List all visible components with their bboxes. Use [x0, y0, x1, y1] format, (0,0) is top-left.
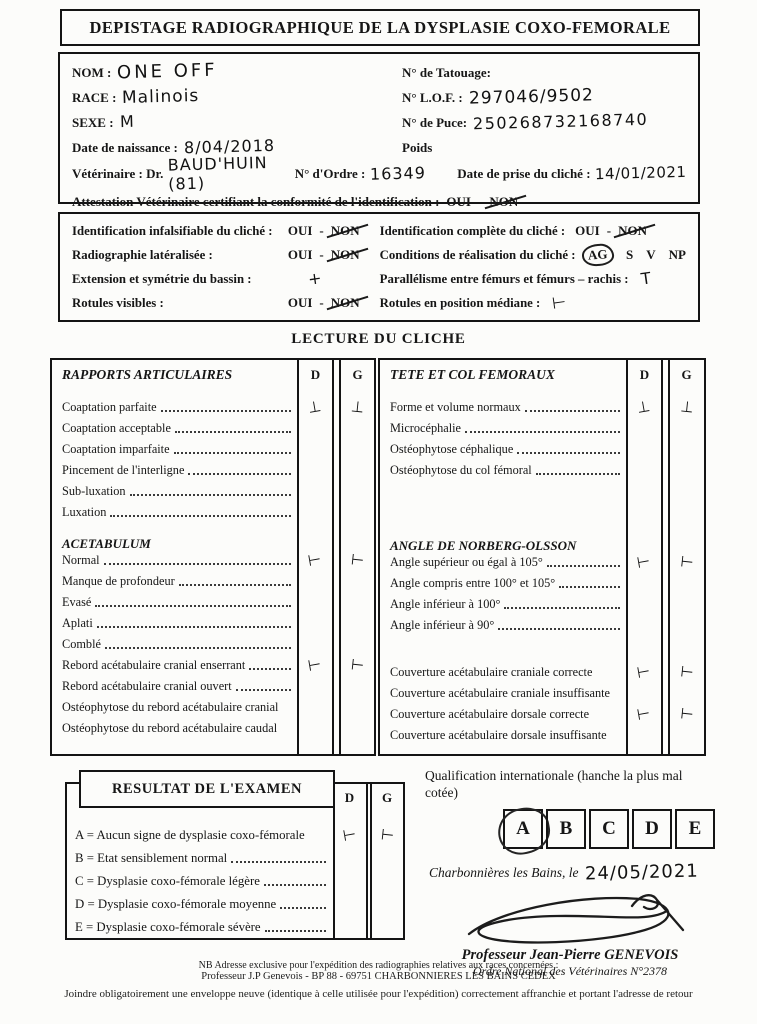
lecture-row: [67, 851, 403, 874]
table-header: [380, 360, 704, 400]
dot-leader: [130, 492, 291, 496]
dash: -: [606, 223, 612, 238]
qualification-box: C: [589, 809, 629, 849]
non-label: NON: [489, 194, 519, 209]
field-label: N° de Tatouage:: [402, 64, 491, 80]
row-content: [380, 618, 623, 633]
row-content: [380, 463, 623, 478]
check-label: Extension et symétrie du bassin :: [72, 271, 252, 286]
handwritten-mark: ⊢: [551, 291, 568, 313]
table-title: RAPPORTS ARTICULAIRES: [62, 367, 233, 382]
identity-grid: [72, 60, 686, 160]
table-section: [52, 536, 374, 742]
footer-line-2: Professeur J.P Genevois - BP 88 - 69751 CHARBONNIERES LES BAINS CEDEX: [201, 971, 556, 982]
lecture-tables: [50, 358, 706, 756]
mark-g: ⊥: [350, 397, 365, 417]
table-section: [380, 538, 704, 639]
oui-label: OUI: [287, 295, 313, 310]
condition-options: [582, 244, 686, 266]
row-label: Angle inférieur à 100°: [390, 597, 501, 611]
dash: -: [477, 194, 483, 209]
ordre-handwritten-value: 16349: [370, 162, 427, 184]
identity-row: [402, 110, 686, 135]
column-g-label: G: [381, 790, 393, 805]
lecture-row: [52, 700, 374, 721]
lecture-row: [52, 484, 374, 505]
row-content: [52, 700, 294, 715]
row-content: [380, 686, 623, 701]
identity-row: [72, 85, 402, 110]
row-label: Ostéophytose du rebord acétabulaire cranial: [62, 700, 279, 714]
row-label: Angle inférieur à 90°: [390, 618, 495, 632]
dot-leader: [104, 561, 291, 565]
row-content: [380, 707, 623, 722]
row-label: Rebord acétabulaire cranial ouvert: [62, 679, 232, 693]
row-label: Coaptation acceptable: [62, 421, 171, 435]
row-label: Rebord acétabulaire cranial enserrant: [62, 658, 246, 672]
signature-area: [447, 886, 715, 953]
mark-d: ⊢: [306, 550, 323, 571]
row-content: [67, 874, 329, 889]
condition-option: S: [626, 247, 634, 262]
table-section: [380, 662, 704, 749]
row-content: [52, 442, 294, 457]
table-section: [52, 397, 374, 526]
row-label: E = Dysplasie coxo-fémorale sévère: [75, 920, 261, 934]
mark-g: ⊢: [679, 704, 695, 724]
non-label: NON: [330, 223, 360, 238]
footer-notes: [0, 960, 757, 1000]
column-g-label: G: [352, 367, 363, 382]
row-label: Comblé: [62, 637, 101, 651]
column-d-label: D: [639, 367, 650, 382]
check-row: [72, 267, 374, 291]
qualification-box: D: [632, 809, 672, 849]
qualification-label: Qualification internationale (hanche la plus mal cotée): [425, 768, 683, 800]
mark-d: ⊢: [341, 825, 358, 846]
dot-leader: [504, 605, 620, 609]
dot-leader: [236, 687, 291, 691]
mark-d: ⊥: [635, 397, 652, 418]
lecture-row: [52, 595, 374, 616]
row-label: A = Aucun signe de dysplasie coxo-fémorale: [75, 828, 305, 842]
check-label: Rotules en position médiane :: [379, 295, 541, 310]
checks-block: [58, 212, 700, 322]
row-content: [380, 442, 623, 457]
dot-leader: [517, 450, 620, 454]
row-content: [380, 665, 623, 680]
oui-non-group: [288, 223, 360, 239]
check-label: Identification infalsifiable du cliché :: [72, 223, 273, 238]
attestation-row: [72, 190, 686, 214]
signatory-name: Professeur Jean-Pierre GENEVOIS: [461, 946, 679, 963]
lecture-row: [380, 463, 704, 484]
lecture-row: [52, 679, 374, 700]
row-content: [380, 555, 623, 570]
mark-g: ⊢: [380, 825, 395, 845]
mark-d: ⊢: [635, 662, 652, 683]
lecture-row: [380, 704, 704, 728]
lecture-row: [380, 552, 704, 576]
attestation-label: Attestation Vétérinaire certifiant la conformité de l'identification :: [72, 194, 440, 209]
mark-g: ⊢: [350, 550, 365, 570]
non-label: NON: [330, 247, 360, 262]
non-label: NON: [330, 295, 360, 310]
checks-left-column: [72, 219, 374, 315]
mark-d: ⊢: [635, 704, 652, 725]
identity-row: [72, 60, 402, 85]
vet-label: Vétérinaire : Dr.: [72, 166, 164, 181]
check-label: Rotules visibles :: [72, 295, 164, 310]
lecture-row: [380, 618, 704, 639]
row-content: [52, 463, 294, 478]
row-label: Normal: [62, 553, 100, 567]
identity-row: [402, 85, 686, 110]
dot-leader: [161, 408, 291, 412]
check-label: Radiographie latéralisée :: [72, 247, 213, 262]
dot-leader: [175, 429, 291, 433]
qualification-box: B: [546, 809, 586, 849]
lecture-row: [52, 442, 374, 463]
row-content: [67, 897, 329, 912]
mark-d: ⊥: [306, 397, 323, 418]
lecture-row: [52, 721, 374, 742]
dash: -: [319, 223, 324, 238]
row-content: [52, 421, 294, 436]
non-label: NON: [618, 223, 647, 238]
row-label: Angle supérieur ou égal à 105°: [390, 555, 543, 569]
check-row: [380, 267, 686, 291]
handwritten-mark: +: [306, 267, 323, 289]
dot-leader: [231, 859, 326, 863]
row-content: [52, 637, 294, 652]
ordre-label: N° d'Ordre :: [294, 166, 366, 181]
handwritten-value: 297046/9502: [468, 84, 594, 109]
dot-leader: [559, 584, 620, 588]
handwritten-mark: T: [639, 267, 652, 289]
dot-leader: [465, 429, 620, 433]
mark-g: ⊥: [679, 397, 695, 417]
field-label: SEXE :: [72, 114, 114, 130]
dash: -: [319, 295, 324, 310]
dot-leader: [174, 450, 291, 454]
row-content: [380, 728, 623, 743]
row-label: Ostéophytose du rebord acétabulaire caudal: [62, 721, 278, 735]
signature-scribble: [447, 886, 687, 948]
row-label: Couverture acétabulaire dorsale correcte: [390, 707, 590, 721]
column-d-label: D: [344, 790, 355, 805]
table-title: TETE ET COL FEMORAUX: [390, 367, 555, 382]
row-label: Couverture acétabulaire craniale insuffisante: [390, 686, 610, 700]
cliche-date-group: [457, 162, 687, 184]
row-label: B = Etat sensiblement normal: [75, 851, 228, 865]
row-label: Couverture acétabulaire craniale correcte: [390, 665, 593, 679]
mark-g: ⊢: [350, 655, 365, 675]
dot-leader: [547, 563, 620, 567]
dot-leader: [536, 471, 620, 475]
qualification-section: [425, 768, 715, 979]
condition-option: V: [646, 247, 656, 262]
lecture-row: [380, 397, 704, 421]
checks-right-column: [374, 219, 686, 315]
dot-leader: [498, 626, 620, 630]
footer-line-1: NB Adresse exclusive pour l'expédition des radiographies relatives aux races concernées :: [198, 960, 559, 971]
handwritten-value: 8/04/2018: [183, 135, 276, 158]
row-content: [67, 828, 329, 843]
lecture-row: [67, 920, 403, 943]
lecture-row: [52, 655, 374, 679]
table-rows: [52, 397, 374, 742]
check-row: [380, 291, 686, 315]
dot-leader: [525, 408, 620, 412]
row-label: C = Dysplasie coxo-fémorale légère: [75, 874, 260, 888]
row-label: Pincement de l'interligne: [62, 463, 185, 477]
row-content: [380, 576, 623, 591]
dot-leader: [95, 603, 291, 607]
section-heading: ACETABULUM: [62, 536, 151, 551]
check-label: Identification complète du cliché :: [379, 223, 566, 238]
place-date-row: [429, 860, 715, 885]
lecture-row: [380, 442, 704, 463]
lecture-heading: LECTURE DU CLICHE: [291, 331, 466, 347]
mark-g: ⊢: [679, 552, 695, 572]
row-label: Ostéophytose céphalique: [390, 442, 514, 456]
row-label: D = Dysplasie coxo-fémorale moyenne: [75, 897, 277, 911]
handwritten-value: Malinois: [122, 85, 200, 108]
pen-circle-mark: [494, 804, 553, 858]
resultat-title: RESULTAT DE L'EXAMEN: [112, 780, 302, 797]
identity-row: [402, 60, 686, 85]
row-content: [52, 574, 294, 589]
lecture-row: [380, 576, 704, 597]
row-content: [52, 679, 294, 694]
row-content: [380, 421, 623, 436]
column-g-label: G: [681, 367, 692, 382]
qualification-box: E: [675, 809, 715, 849]
row-label: Manque de profondeur: [62, 574, 175, 588]
row-label: Luxation: [62, 505, 107, 519]
identity-row: [402, 135, 686, 160]
lecture-row: [52, 421, 374, 442]
resultat-title-box: [79, 770, 335, 808]
form-title-box: [60, 9, 700, 46]
lecture-row: [380, 597, 704, 618]
row-content: [52, 658, 294, 673]
table-rows: [67, 825, 403, 943]
oui-non-group: [288, 247, 360, 263]
handwritten-value: ONE OFF: [117, 59, 219, 84]
dot-leader: [179, 582, 291, 586]
signatory-ordre-number: Ordre National des Vétérinaires N°2378: [472, 963, 668, 978]
row-content: [52, 484, 294, 499]
field-label: N° de Puce:: [402, 114, 468, 130]
exam-date-handwritten-value: 24/05/2021: [584, 860, 699, 885]
row-content: [52, 721, 294, 736]
row-label: Sub-luxation: [62, 484, 126, 498]
table-rows: [380, 397, 704, 749]
dash: -: [319, 247, 324, 262]
place-label: Charbonnières les Bains, le: [429, 865, 579, 881]
page-title: DEPISTAGE RADIOGRAPHIQUE DE LA DYSPLASIE COXO-FEMORALE: [89, 17, 671, 37]
row-content: [52, 400, 294, 415]
field-label: Date de naissance :: [72, 139, 178, 155]
row-label: Ostéophytose du col fémoral: [390, 463, 532, 477]
dot-leader: [265, 928, 326, 932]
lecture-row: [52, 505, 374, 526]
check-row: [380, 219, 686, 243]
condition-option: NP: [668, 247, 686, 262]
lecture-row: [380, 421, 704, 442]
handwritten-value: M: [119, 111, 134, 132]
dot-leader: [280, 905, 326, 909]
vet-handwritten-value: BAUD'HUIN (81): [167, 152, 269, 194]
row-content: [67, 851, 329, 866]
check-label: Conditions de réalisation du cliché :: [379, 247, 576, 262]
veterinarian-row: [72, 152, 687, 194]
row-label: Evasé: [62, 595, 92, 609]
qualification-box: A: [503, 809, 543, 849]
row-label: Coaptation imparfaite: [62, 442, 170, 456]
check-row: [72, 291, 374, 315]
dot-leader: [97, 624, 291, 628]
row-content: [52, 553, 294, 568]
lecture-row: [67, 874, 403, 897]
row-content: [380, 597, 623, 612]
identity-left-column: [72, 60, 402, 160]
row-content: [52, 616, 294, 631]
oui-label: OUI: [287, 223, 313, 238]
field-label: Poids: [402, 139, 433, 155]
lecture-row: [380, 728, 704, 749]
mark-d: ⊢: [635, 552, 652, 573]
lecture-row: [67, 897, 403, 920]
lecture-row: [52, 550, 374, 574]
row-content: [67, 920, 329, 935]
lecture-row: [67, 825, 403, 851]
row-content: [52, 505, 294, 520]
resultat-table: [65, 782, 405, 940]
row-label: Microcéphalie: [390, 421, 462, 435]
row-label: Coaptation parfaite: [62, 400, 157, 414]
check-row: [72, 243, 374, 267]
field-label: N° L.O.F. :: [402, 89, 463, 105]
dot-leader: [110, 513, 291, 517]
row-label: Aplati: [62, 616, 93, 630]
oui-label: OUI: [287, 247, 313, 262]
column-d-label: D: [310, 367, 321, 382]
lecture-row: [52, 463, 374, 484]
row-content: [380, 400, 623, 415]
check-label: Parallélisme entre fémurs et fémurs – rachis :: [379, 271, 629, 286]
lecture-table-right: [378, 358, 706, 756]
lecture-row: [52, 574, 374, 595]
dot-leader: [264, 882, 326, 886]
qualification-boxes: [503, 809, 715, 849]
row-label: Angle compris entre 100° et 105°: [390, 576, 556, 590]
cliche-date-label: Date de prise du cliché :: [457, 166, 591, 181]
mark-g: ⊢: [679, 662, 695, 682]
lecture-row: [52, 397, 374, 421]
oui-non-group: [575, 223, 647, 239]
dot-leader: [188, 471, 291, 475]
handwritten-value: 250268732168740: [472, 109, 649, 134]
field-label: RACE :: [72, 89, 117, 105]
lecture-table-left: [50, 358, 376, 756]
oui-non-group: [288, 295, 360, 311]
condition-option: AG: [581, 243, 614, 267]
field-label: NOM :: [72, 64, 112, 80]
identity-block: [58, 52, 700, 209]
row-content: [52, 595, 294, 610]
footer-line-3: Joindre obligatoirement une enveloppe neuve (identique à celle utilisée pour l'expédition) correctement affranchie et portant l'adresse de retour: [64, 988, 693, 1000]
lecture-row: [380, 662, 704, 686]
dot-leader: [105, 645, 291, 649]
row-label: Forme et volume normaux: [390, 400, 521, 414]
identity-right-column: [402, 60, 686, 160]
check-row: [380, 243, 686, 267]
table-header: [52, 360, 374, 400]
section-heading: ANGLE DE NORBERG-OLSSON: [390, 538, 577, 553]
row-label: Couverture acétabulaire dorsale insuffisante: [390, 728, 607, 742]
lecture-row: [52, 616, 374, 637]
mark-d: ⊢: [306, 655, 323, 676]
check-row: [72, 219, 374, 243]
oui-label: OUI: [446, 194, 471, 209]
table-section: [380, 397, 704, 484]
cliche-date-handwritten-value: 14/01/2021: [594, 162, 687, 184]
dot-leader: [249, 666, 291, 670]
identity-row: [72, 110, 402, 135]
oui-label: OUI: [575, 223, 600, 238]
